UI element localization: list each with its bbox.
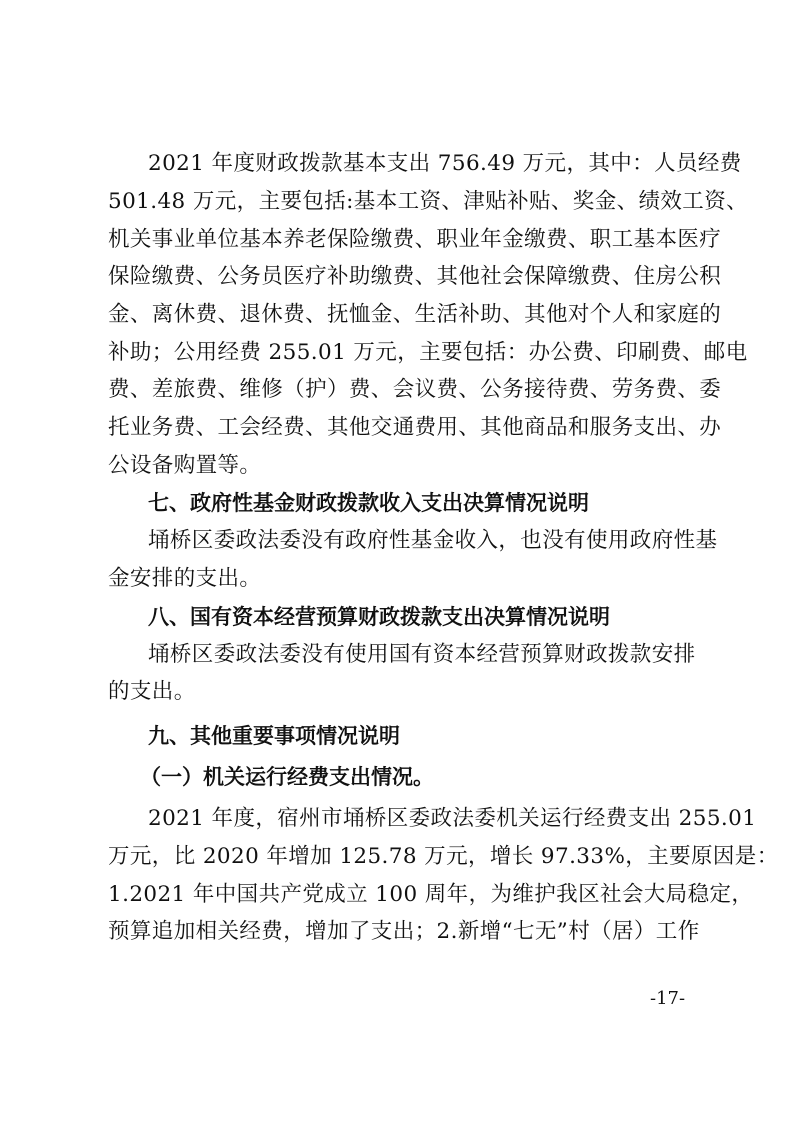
- paragraph-line: 补助；公用经费 255.01 万元，主要包括：办公费、印刷费、邮电: [108, 340, 748, 365]
- section-heading-8: 八、国有资本经营预算财政拨款支出决算情况说明: [148, 605, 610, 629]
- paragraph-line: 埇桥区委政法委没有使用国有资本经营预算财政拨款安排: [148, 642, 696, 667]
- paragraph-line: 501.48 万元，主要包括:基本工资、津贴补贴、奖金、绩效工资、: [108, 189, 749, 214]
- page-number: -17-: [650, 988, 686, 1009]
- paragraph-line: 金安排的支出。: [108, 566, 262, 591]
- paragraph-line: 费、差旅费、维修（护）费、会议费、公务接待费、劳务费、委: [108, 377, 722, 402]
- paragraph-line: 1.2021 年中国共产党成立 100 周年，为维护我区社会大局稳定，: [108, 882, 754, 907]
- paragraph-line: 预算追加相关经费，增加了支出；2.新增“七无”村（居）工作: [108, 919, 700, 944]
- subsection-heading-1: （一）机关运行经费支出情况。: [140, 765, 434, 789]
- paragraph-line: 2021 年度财政拨款基本支出 756.49 万元，其中：人员经费: [148, 151, 742, 176]
- paragraph-line: 保险缴费、公务员医疗补助缴费、其他社会保障缴费、住房公积: [108, 264, 722, 289]
- paragraph-line: 万元，比 2020 年增加 125.78 万元，增长 97.33%，主要原因是：: [108, 844, 779, 869]
- paragraph-line: 埇桥区委政法委没有政府性基金收入，也没有使用政府性基: [148, 528, 718, 553]
- paragraph-line: 公设备购置等。: [108, 453, 262, 478]
- paragraph-line: 的支出。: [108, 679, 196, 704]
- paragraph-line: 托业务费、工会经费、其他交通费用、其他商品和服务支出、办: [108, 415, 722, 440]
- paragraph-line: 2021 年度，宿州市埇桥区委政法委机关运行经费支出 255.01: [148, 806, 757, 831]
- section-heading-7: 七、政府性基金财政拨款收入支出决算情况说明: [148, 491, 589, 515]
- section-heading-9: 九、其他重要事项情况说明: [148, 724, 400, 748]
- paragraph-line: 机关事业单位基本养老保险缴费、职业年金缴费、职工基本医疗: [108, 227, 722, 252]
- paragraph-line: 金、离休费、退休费、抚恤金、生活补助、其他对个人和家庭的: [108, 302, 722, 327]
